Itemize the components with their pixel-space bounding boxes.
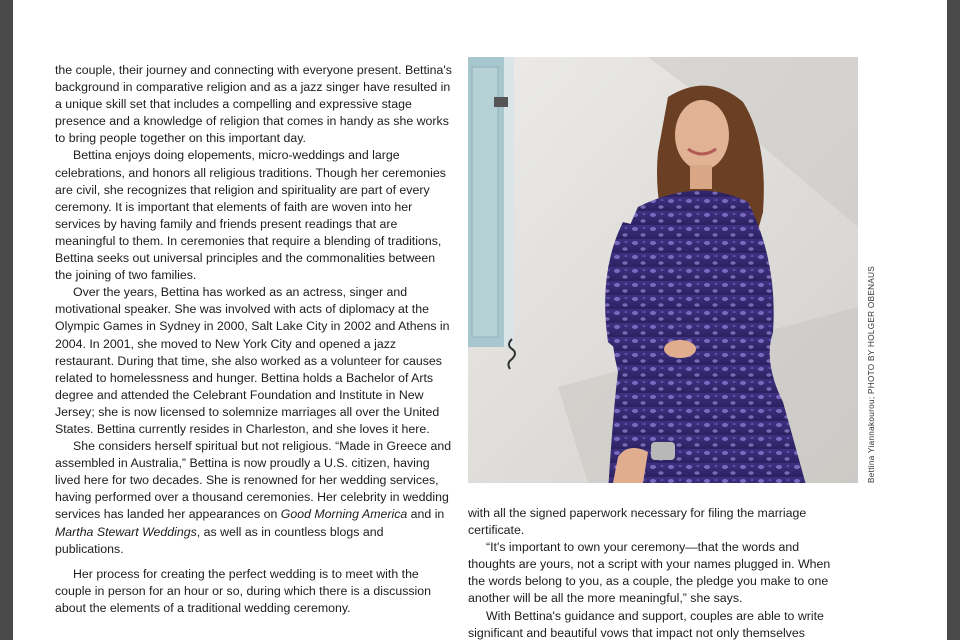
viewer-frame-right bbox=[947, 0, 960, 640]
portrait-illustration bbox=[468, 57, 858, 483]
paragraph: Her process for creating the perfect wedding is to meet with the couple in person for an hour or so, during which there is a discussion about the elements of a traditional wedding ceremony. bbox=[55, 566, 432, 615]
viewer-frame-left bbox=[0, 0, 13, 640]
paragraph: “It's important to own your ceremony—that the words and thoughts are yours, not a script with your names plugged in. When the words belong to you, as a couple, the pledge you make to one another will be all the more meaningful,” she says. bbox=[468, 540, 831, 606]
italic-title: Martha Stewart Weddings bbox=[55, 524, 197, 539]
portrait-photo bbox=[468, 57, 858, 483]
paragraph: Over the years, Bettina has worked as an actress, singer and motivational speaker. She was involved with acts of diplomacy at the Olympic Games in Sydney in 2000, Salt Lake City in 2002 and Athens in 2004. In 2001, she moved to New York City and opened a jazz restaurant. During that time, she also worked as a volunteer for causes related to homelessness and hunger. Bettina holds a Bachelor of Arts degree and attended the Celebrant Foundation and Institute in New Jersey; she is now licensed to solemnize marriages all over the United States. Bettina currently resides in Charleston, and she loves it here. bbox=[55, 285, 450, 436]
photo-credit: Bettina Yiannakourou; PHOTO BY HOLGER OBENAUS bbox=[867, 265, 876, 483]
paragraph: with all the signed paperwork necessary for filing the marriage certificate. bbox=[468, 506, 807, 538]
paragraph: the couple, their journey and connecting with everyone present. Bettina's background in comparative religion and as a jazz singer have resulted in a unique skill set that includes a compelling and expressive stage presence and a knowledge of religion that comes in handy as she works to bring people together on this important day. bbox=[55, 63, 452, 146]
article-right-column bbox=[468, 505, 848, 642]
article-left-column bbox=[55, 62, 455, 617]
magazine-page bbox=[13, 0, 947, 640]
italic-title: Good Morning America bbox=[280, 507, 408, 522]
paragraph: Bettina enjoys doing elopements, micro-weddings and large celebrations, and honors all religious traditions. Though her ceremonies are civil, she recognizes that religion and spirituality are part of every ceremony. It is important that elements of faith are woven into her services by having family and friends present readings that are meaningful to them. In ceremonies that require a blending of traditions, Bettina seeks out universal principles and the commonalities between the joining of two families. bbox=[55, 148, 446, 283]
paragraph: With Bettina's guidance and support, couples are able to write significant and beautiful vows that impact not only themselves bbox=[468, 608, 824, 640]
paragraph: She considers herself spiritual but not religious. “Made in Greece and assembled in Australia,” Bettina is now proudly a U.S. citizen, having lived here for two decades. She is renowned for her wedding services, having performed over a thousand ceremonies. Her celebrity in wedding services has landed her appearances on Good Morning America and in Martha Stewart Weddings, as well as in countless blogs and publications. bbox=[55, 439, 452, 556]
